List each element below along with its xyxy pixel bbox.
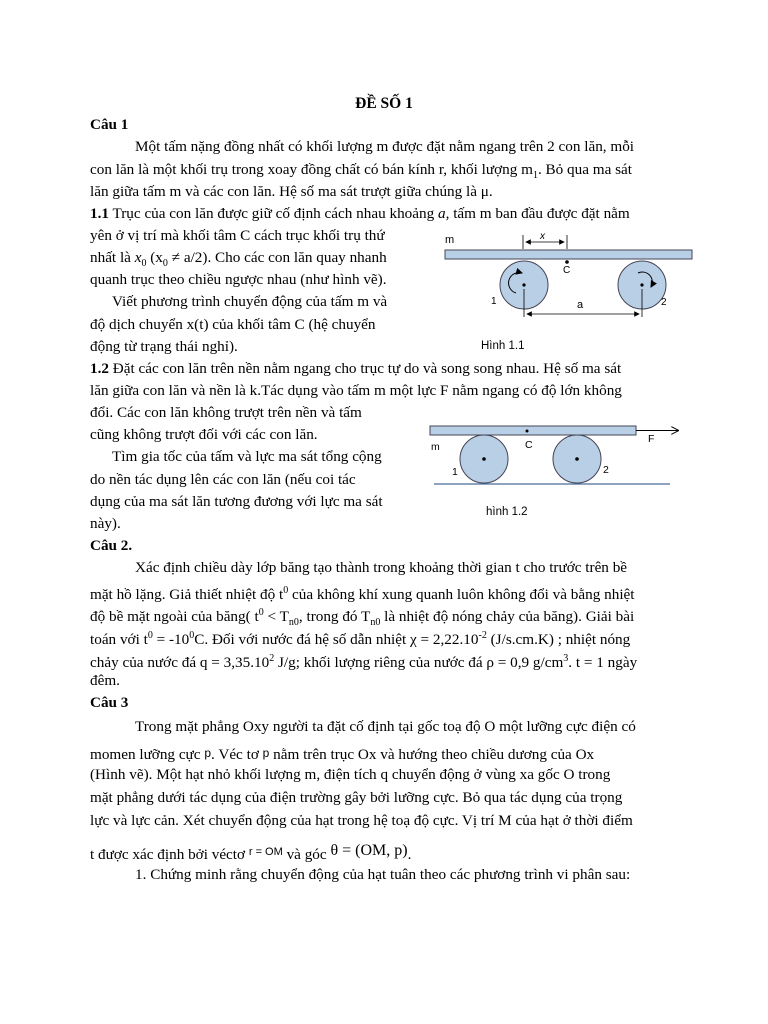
- text-line: toán với $t^0 = -10^0C$. Đối với nước đá hệ số dẫn nhiệt $\chi = 2,22.10^{-2}$ (J/s.cm.K) ; nhiệt nóng: [90, 630, 631, 649]
- text-line: Viết phương trình chuyển động của tấm m và: [112, 293, 388, 310]
- figure-caption: Hình 1.1: [481, 340, 525, 352]
- label-roller-1: 1: [452, 466, 458, 478]
- text-line: mặt phẳng dưới tác dụng của điện trường gây bởi lưỡng cực. Bỏ qua tác dụng của trọng: [90, 789, 623, 806]
- label-c: C: [563, 265, 571, 276]
- text-line: quanh trục theo chiều ngược nhau (như hình vẽ).: [90, 271, 387, 288]
- text-line: t được xác định bởi véctơ $^{r = OM}$ và góc θ = (OM, p).: [90, 842, 412, 863]
- plate: [445, 250, 692, 259]
- label-f: F: [648, 433, 655, 445]
- text-line: lực và lực cản. Xét chuyển động của hạt trong hệ toạ độ cực. Vị trí M của hạt ở thời điểm: [90, 812, 633, 829]
- center-of-mass: [565, 260, 569, 264]
- section-1-1: 1.1 Trục của con lăn được giữ cố định cách nhau khoảng a, tấm m ban đầu được đặt nằm: [90, 205, 630, 222]
- text-line: động từ trạng thái nghỉ).: [90, 338, 238, 355]
- text-line: Trong mặt phẳng Oxy người ta đặt cố định tại gốc toạ độ O một lưỡng cực điện có: [135, 718, 636, 735]
- text-line: độ bề mặt ngoài của băng( $t^0 < T_{n0}$, trong đó $T_{n0}$ là nhiệt độ nóng chảy của băng). Giải bài: [90, 607, 635, 629]
- text-line: Tìm gia tốc của tấm và lực ma sát tổng cộng: [112, 448, 382, 465]
- center-of-mass: [526, 430, 529, 433]
- text-line: (Hình vẽ). Một hạt nhỏ khối lượng m, điện tích q chuyển động ở vùng xa gốc O trong: [90, 766, 611, 783]
- text-line: đổi. Các con lăn không trượt trên nền và tấm: [90, 404, 362, 421]
- text-line: Một tấm nặng đồng nhất có khối lượng m được đặt nằm ngang trên 2 con lăn, mỗi: [135, 138, 635, 155]
- section-1-2: 1.2 Đặt các con lăn trên nền nằm ngang cho trục tự do và song song nhau. Hệ số ma sát: [90, 360, 622, 377]
- label-x: x: [540, 231, 545, 242]
- text-line: nhất là $x_0$ $(x_0 \ne a/2)$. Cho các con lăn quay nhanh: [90, 249, 387, 270]
- label-roller-2: 2: [661, 297, 667, 308]
- figure-caption: hình 1.2: [486, 506, 528, 518]
- text-line: 1. Chứng minh rằng chuyển động của hạt tuân theo các phương trình vi phân sau:: [135, 866, 631, 883]
- label-a: a: [577, 299, 584, 311]
- question-3-heading: Câu 3: [90, 694, 129, 711]
- plate: [430, 426, 636, 435]
- label-m: m: [431, 441, 440, 453]
- question-1-heading: Câu 1: [90, 116, 129, 133]
- label-c: C: [525, 439, 533, 451]
- text-line: cũng không trượt đối với các con lăn.: [90, 426, 318, 443]
- question-2-heading: Câu 2.: [90, 537, 133, 554]
- figure-1-2: [428, 418, 693, 523]
- text-line: do nền tác dụng lên các con lăn (nếu coi tác: [90, 471, 356, 488]
- label-roller-1: 1: [491, 296, 497, 307]
- text-line: độ dịch chuyển x(t) của khối tâm C (hệ chuyển: [90, 316, 376, 333]
- page-title: ĐỀ SỐ 1: [355, 95, 413, 112]
- text-line: mặt hồ lặng. Giả thiết nhiệt độ $t^0$ của không khí xung quanh luôn không đổi và bằng nhiệt: [90, 585, 635, 604]
- text-line: này).: [90, 515, 121, 532]
- text-line: đêm.: [90, 672, 120, 689]
- text-line: Xác định chiều dày lớp băng tạo thành trong khoảng thời gian t cho trước trên bề: [135, 559, 628, 576]
- label-m: m: [445, 234, 455, 246]
- text-line: dụng của ma sát lăn tương đương với lực ma sát: [90, 493, 383, 510]
- text-line: chảy của nước đá $q = 3,35.10^2$ J/g; khối lượng riêng của nước đá ρ = 0,9 $g/cm^3$. t = 1 ngày: [90, 653, 638, 672]
- text-line: con lăn là một khối trụ trong xoay đồng chất có bán kính r, khối lượng $m_1$. Bỏ qua ma sát: [90, 161, 632, 182]
- label-roller-2: 2: [603, 464, 609, 476]
- text-line: lăn giữa con lăn và nền là k.Tác dụng vào tấm m một lực F nằm ngang có độ lớn không: [90, 382, 622, 399]
- text-line: lăn giữa tấm m và các con lăn. Hệ số ma sát trượt giữa chúng là μ.: [90, 183, 493, 200]
- text-line: momen lưỡng cực p. Véc tơ p nằm trên trục Ox và hướng theo chiều dương của Ox: [90, 746, 595, 763]
- figure-1-1: [440, 225, 700, 355]
- text-line: yên ở vị trí mà khối tâm C cách trục khối trụ thứ: [90, 227, 385, 244]
